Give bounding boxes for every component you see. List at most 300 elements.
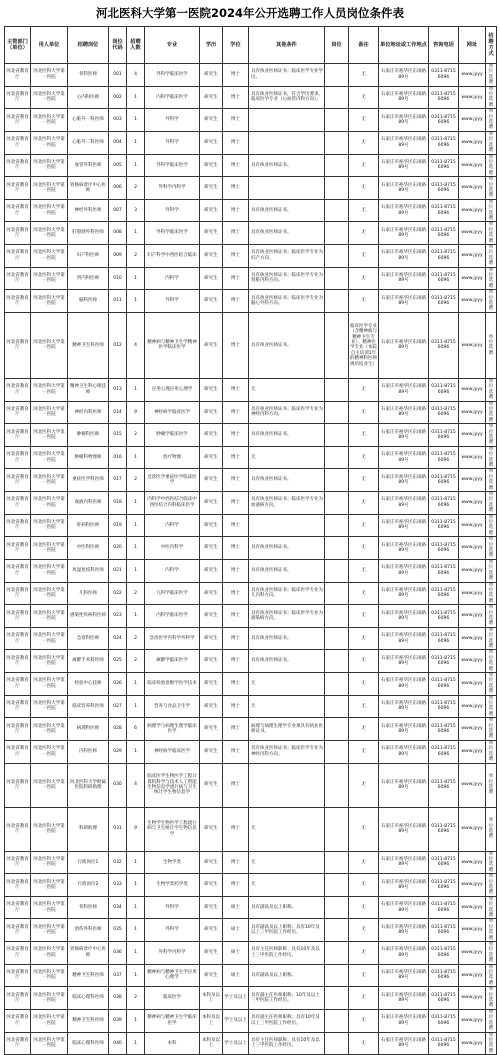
cell-phone: 0311-87156096 [429, 177, 459, 200]
cell-degree: 博士 [223, 537, 249, 560]
cell-degree: 硕士 [223, 896, 249, 919]
cell-phone: 0311-87156096 [429, 695, 459, 718]
cell-remarks: 无 [349, 469, 379, 492]
cell-position-code: 019 [109, 514, 127, 537]
cell-position: 临床心理科医师 [68, 1032, 109, 1055]
cell-recruit-method: 单位选聘 [486, 650, 497, 673]
cell-website: www.jyyy [459, 245, 486, 268]
cell-department: 河北省教育厅 [5, 987, 31, 1010]
cell-degree: 学士及以上 [223, 1032, 249, 1055]
cell-headcount: 1 [127, 378, 145, 401]
table-row [5, 807, 497, 851]
cell-post [325, 199, 349, 222]
cell-address: 石家庄市裕华区东岗路89号 [379, 154, 429, 177]
cell-remarks: 无 [349, 537, 379, 560]
cell-headcount: 1 [127, 1009, 145, 1032]
cell-phone: 0311-87156096 [429, 919, 459, 942]
cell-other-requirements: 无 [249, 807, 325, 851]
cell-address: 石家庄市裕华区东岗路89号 [379, 919, 429, 942]
cell-address: 石家庄市裕华区东岗路89号 [379, 627, 429, 650]
table-row [5, 740, 497, 763]
cell-major: 临床医学 [145, 987, 200, 1010]
cell-degree: 硕士 [223, 942, 249, 965]
cell-major: 病理学与病理生理学临床医学 [145, 718, 200, 741]
table-row [5, 851, 497, 874]
cell-phone: 0311-87156096 [429, 86, 459, 109]
cell-headcount: 2 [127, 650, 145, 673]
cell-other-requirements: 具有执业医师证书。 [249, 650, 325, 673]
cell-position: 精神卫生科医师 [68, 964, 109, 987]
cell-degree: 硕士 [223, 919, 249, 942]
table-row [5, 245, 497, 268]
cell-employer: 河北医科大学第一医院 [31, 177, 68, 200]
cell-degree: 博士 [223, 559, 249, 582]
table-row [5, 987, 497, 1010]
cell-address: 石家庄市裕华区东岗路89号 [379, 1032, 429, 1055]
cell-post [325, 582, 349, 605]
cell-employer: 河北医科大学第一医院 [31, 469, 68, 492]
cell-position-code: 005 [109, 154, 127, 177]
table-row [5, 131, 497, 154]
cell-department: 河北省教育厅 [5, 86, 31, 109]
cell-post [325, 537, 349, 560]
cell-phone: 0311-87156096 [429, 424, 459, 447]
cell-position-code: 008 [109, 222, 127, 245]
cell-post [325, 987, 349, 1010]
cell-post [325, 245, 349, 268]
cell-address: 石家庄市裕华区东岗路89号 [379, 199, 429, 222]
cell-recruit-method: 单位选聘 [486, 874, 497, 897]
cell-other-requirements [249, 131, 325, 154]
cell-website: www.jyyy [459, 605, 486, 628]
cell-major: 内科学临床医学 [145, 86, 200, 109]
page-title: 河北医科大学第一医院2024年公开选聘工作人员岗位条件表 [95, 6, 404, 20]
cell-position: 肝病科医师 [68, 514, 109, 537]
cell-website: www.jyyy [459, 267, 486, 290]
cell-degree: 博士 [223, 514, 249, 537]
cell-major: 内科学中西医结合临床中西医结合内科临床医学 [145, 492, 200, 515]
cell-position: 骨科医师 [68, 64, 109, 87]
cell-address: 石家庄市裕华区东岗路89号 [379, 740, 429, 763]
cell-headcount: 9 [127, 401, 145, 424]
cell-major: 麻醉学临床医学 [145, 650, 200, 673]
cell-department: 河北省教育厅 [5, 378, 31, 401]
column-header-major: 专业 [145, 27, 200, 64]
cell-headcount: 4 [127, 763, 145, 807]
cell-headcount: 9 [127, 807, 145, 851]
cell-education: 研究生 [200, 851, 223, 874]
cell-education: 研究生 [200, 86, 223, 109]
cell-education: 研究生 [200, 718, 223, 741]
cell-address: 石家庄市裕华区东岗路89号 [379, 290, 429, 313]
cell-remarks: 无 [349, 807, 379, 851]
cell-address: 石家庄市裕华区东岗路89号 [379, 492, 429, 515]
cell-position: 精神卫生科医师 [68, 1009, 109, 1032]
cell-education: 研究生 [200, 492, 223, 515]
cell-position-code: 038 [109, 987, 127, 1010]
table-row [5, 64, 497, 87]
cell-education: 研究生 [200, 290, 223, 313]
cell-recruit-method: 单位选聘 [486, 942, 497, 965]
cell-headcount: 1 [127, 964, 145, 987]
cell-major: 临床医学生物医学工程计算机科学与技术人工智能生物信息学流行病与卫生统计学生物信息学 [145, 763, 200, 807]
cell-other-requirements: 病理与病理生理学专业须具有执业医师证书。 [249, 718, 325, 741]
cell-position: 神经内科医师 [68, 401, 109, 424]
cell-address: 石家庄市裕华区东岗路89号 [379, 650, 429, 673]
table-row [5, 424, 497, 447]
cell-degree: 博士 [223, 245, 249, 268]
cell-headcount: 1 [127, 673, 145, 696]
cell-post [325, 424, 349, 447]
cell-other-requirements: 具有执业医师证书；临床医学专业为感染病方向。 [249, 605, 325, 628]
cell-other-requirements: 具有执业医师证书。 [249, 559, 325, 582]
cell-recruit-method: 单位选聘 [486, 896, 497, 919]
cell-post [325, 673, 349, 696]
cell-recruit-method: 单位选聘 [486, 424, 497, 447]
cell-headcount: 6 [127, 718, 145, 741]
column-header-degree: 学位 [223, 27, 249, 64]
cell-position: 麻醉手术科医师 [68, 650, 109, 673]
cell-remarks: 无 [349, 267, 379, 290]
cell-address: 石家庄市裕华区东岗路89号 [379, 673, 429, 696]
positions-table [4, 26, 497, 1055]
cell-phone: 0311-87156096 [429, 64, 459, 87]
cell-major: 生物学类 [145, 851, 200, 874]
cell-post [325, 874, 349, 897]
cell-other-requirements: 具有执业医师证书。 [249, 424, 325, 447]
cell-headcount: 4 [127, 312, 145, 378]
cell-department: 河北省教育厅 [5, 673, 31, 696]
cell-post [325, 964, 349, 987]
cell-position: 神经外科医师 [68, 199, 109, 222]
cell-major: 生物学类药学类 [145, 874, 200, 897]
cell-recruit-method: 单位选聘 [486, 964, 497, 987]
cell-education: 研究生 [200, 964, 223, 987]
column-header-address: 单位地址或工作地点 [379, 27, 429, 64]
cell-degree: 博士 [223, 131, 249, 154]
cell-major: 生物学生物医学工程流行病与卫生统计学生物信息学 [145, 807, 200, 851]
table-row [5, 582, 497, 605]
cell-post [325, 267, 349, 290]
cell-education: 研究生 [200, 537, 223, 560]
column-header-phone: 咨询电话 [429, 27, 459, 64]
table-row [5, 627, 497, 650]
cell-education: 研究生 [200, 740, 223, 763]
cell-recruit-method: 单位选聘 [486, 378, 497, 401]
cell-employer: 河北医科大学第一医院 [31, 740, 68, 763]
table-row [5, 605, 497, 628]
cell-headcount: 1 [127, 896, 145, 919]
cell-address: 石家庄市裕华区东岗路89号 [379, 245, 429, 268]
cell-position: 检验中心技师 [68, 673, 109, 696]
column-header-headcount: 招聘人数 [127, 27, 145, 64]
cell-position: 肿瘤科医师 [68, 424, 109, 447]
cell-post [325, 469, 349, 492]
cell-education: 研究生 [200, 942, 223, 965]
cell-position-code: 003 [109, 109, 127, 132]
cell-post [325, 1009, 349, 1032]
cell-department: 河北省教育厅 [5, 154, 31, 177]
cell-website: www.jyyy [459, 492, 486, 515]
cell-website: www.jyyy [459, 851, 486, 874]
cell-major: 儿科学临床医学 [145, 582, 200, 605]
cell-website: www.jyyy [459, 964, 486, 987]
cell-phone: 0311-87156096 [429, 290, 459, 313]
cell-address: 石家庄市裕华区东岗路89号 [379, 559, 429, 582]
cell-headcount: 1 [127, 537, 145, 560]
table-header-row [5, 27, 497, 64]
cell-headcount: 1 [127, 267, 145, 290]
cell-department: 河北省教育厅 [5, 64, 31, 87]
cell-remarks: 无 [349, 154, 379, 177]
cell-remarks: 无 [349, 131, 379, 154]
cell-other-requirements: 具有副高及以上职称；具有10年及以上三甲医院工作经历。 [249, 919, 325, 942]
cell-education: 研究生 [200, 874, 223, 897]
cell-website: www.jyyy [459, 807, 486, 851]
cell-position-code: 021 [109, 559, 127, 582]
cell-phone: 0311-87156096 [429, 851, 459, 874]
cell-employer: 河北医科大学第一医院 [31, 964, 68, 987]
cell-employer: 河北医科大学第一医院 [31, 401, 68, 424]
cell-remarks: 无 [349, 987, 379, 1010]
cell-phone: 0311-87156096 [429, 718, 459, 741]
cell-remarks: 无 [349, 874, 379, 897]
cell-headcount: 1 [127, 154, 145, 177]
cell-major: 营养与食品卫生学 [145, 695, 200, 718]
cell-degree: 博士 [223, 851, 249, 874]
cell-education: 本科及以上 [200, 1009, 223, 1032]
cell-headcount: 1 [127, 109, 145, 132]
cell-department: 河北省教育厅 [5, 245, 31, 268]
cell-other-requirements [249, 514, 325, 537]
cell-post [325, 851, 349, 874]
cell-headcount: 1 [127, 740, 145, 763]
cell-degree: 博士 [223, 154, 249, 177]
cell-education: 研究生 [200, 627, 223, 650]
cell-headcount: 2 [127, 424, 145, 447]
cell-department: 河北省教育厅 [5, 695, 31, 718]
cell-position: 精神卫生科心理技师 [68, 378, 109, 401]
cell-address: 石家庄市裕华区东岗路89号 [379, 896, 429, 919]
cell-position-code: 016 [109, 446, 127, 469]
cell-department: 河北省教育厅 [5, 446, 31, 469]
cell-employer: 河北医科大学第一医院 [31, 245, 68, 268]
cell-phone: 0311-87156096 [429, 582, 459, 605]
cell-employer: 河北医科大学第一医院 [31, 559, 68, 582]
cell-employer: 河北医科大学第一医院 [31, 378, 68, 401]
cell-education: 研究生 [200, 469, 223, 492]
cell-headcount: 1 [127, 222, 145, 245]
cell-degree: 学士及以上 [223, 1009, 249, 1032]
cell-post [325, 492, 349, 515]
cell-post [325, 401, 349, 424]
cell-recruit-method: 单位选聘 [486, 131, 497, 154]
cell-education: 研究生 [200, 154, 223, 177]
cell-major: 外科学 [145, 896, 200, 919]
cell-education: 研究生 [200, 424, 223, 447]
cell-department: 河北省教育厅 [5, 763, 31, 807]
cell-post [325, 605, 349, 628]
cell-recruit-method: 单位选聘 [486, 446, 497, 469]
cell-headcount: 1 [127, 514, 145, 537]
cell-degree: 博士 [223, 446, 249, 469]
cell-other-requirements: 具有执业医师证书；临床医学专业学历。 [249, 64, 325, 87]
cell-position-code: 025 [109, 650, 127, 673]
table-row [5, 695, 497, 718]
cell-remarks: 无 [349, 492, 379, 515]
cell-website: www.jyyy [459, 109, 486, 132]
cell-phone: 0311-87156096 [429, 245, 459, 268]
cell-other-requirements: 具有执业医师证书；临床医学专业为血液病方向。 [249, 492, 325, 515]
cell-degree: 博士 [223, 290, 249, 313]
cell-other-requirements: 无 [249, 695, 325, 718]
cell-phone: 0311-87156096 [429, 469, 459, 492]
cell-headcount: 2 [127, 469, 145, 492]
cell-address: 石家庄市裕华区东岗路89号 [379, 64, 429, 87]
cell-recruit-method: 单位选聘 [486, 86, 497, 109]
cell-remarks: 无 [349, 86, 379, 109]
cell-post [325, 695, 349, 718]
cell-recruit-method: 单位选聘 [486, 582, 497, 605]
cell-remarks: 临床医学专业（含精神病与精神卫生专业）、精神医学专业（本院自主培训1年的精神科医师规培结业生） [349, 312, 379, 378]
cell-major: 外科学临床医学 [145, 154, 200, 177]
cell-remarks: 无 [349, 177, 379, 200]
cell-address: 石家庄市裕华区东岗路89号 [379, 763, 429, 807]
cell-phone: 0311-87156096 [429, 874, 459, 897]
cell-post [325, 763, 349, 807]
table-row [5, 537, 497, 560]
cell-phone: 0311-87156096 [429, 673, 459, 696]
cell-headcount: 2 [127, 987, 145, 1010]
table-row [5, 177, 497, 200]
cell-education: 研究生 [200, 514, 223, 537]
cell-major: 外科学 [145, 919, 200, 942]
cell-headcount: 2 [127, 177, 145, 200]
cell-position-code: 002 [109, 86, 127, 109]
cell-education: 研究生 [200, 896, 223, 919]
cell-remarks: 无 [349, 64, 379, 87]
table-row [5, 86, 497, 109]
cell-post [325, 896, 349, 919]
cell-education: 研究生 [200, 695, 223, 718]
cell-address: 石家庄市裕华区东岗路89号 [379, 424, 429, 447]
cell-department: 河北省教育厅 [5, 492, 31, 515]
cell-education: 研究生 [200, 378, 223, 401]
cell-website: www.jyyy [459, 1009, 486, 1032]
cell-employer: 河北医科大学第一医院 [31, 627, 68, 650]
cell-address: 石家庄市裕华区东岗路89号 [379, 987, 429, 1010]
cell-major: 应用心理应用心理学 [145, 378, 200, 401]
cell-website: www.jyyy [459, 919, 486, 942]
cell-education: 研究生 [200, 199, 223, 222]
cell-degree: 博士 [223, 627, 249, 650]
cell-position-code: 001 [109, 64, 127, 87]
column-header-employer: 用人单位 [31, 27, 68, 64]
table-row [5, 1032, 497, 1055]
cell-remarks: 无 [349, 919, 379, 942]
cell-degree: 博士 [223, 740, 249, 763]
cell-website: www.jyyy [459, 177, 486, 200]
cell-position-code: 026 [109, 673, 127, 696]
cell-post [325, 64, 349, 87]
table-row [5, 650, 497, 673]
cell-remarks: 无 [349, 1032, 379, 1055]
cell-major: 外科学内科学 [145, 177, 200, 200]
cell-address: 石家庄市裕华区东岗路89号 [379, 109, 429, 132]
column-header-post: 岗位 [325, 27, 349, 64]
cell-major: 急诊医学重症医学临床医学 [145, 469, 200, 492]
cell-recruit-method: 单位选聘 [486, 469, 497, 492]
cell-address: 石家庄市裕华区东岗路89号 [379, 537, 429, 560]
cell-employer: 河北医科大学第一医院 [31, 763, 68, 807]
table-row [5, 673, 497, 696]
cell-address: 石家庄市裕华区东岗路89号 [379, 401, 429, 424]
cell-degree: 博士 [223, 267, 249, 290]
cell-remarks: 无 [349, 424, 379, 447]
cell-position-code: 004 [109, 131, 127, 154]
cell-degree: 博士 [223, 874, 249, 897]
cell-position: 骨科医师 [68, 896, 109, 919]
cell-post [325, 222, 349, 245]
cell-degree: 博士 [223, 763, 249, 807]
cell-headcount: 1 [127, 919, 145, 942]
cell-other-requirements [249, 763, 325, 807]
cell-other-requirements: 无 [249, 446, 325, 469]
cell-education: 本科及以上 [200, 987, 223, 1010]
cell-education: 本科及以上 [200, 1032, 223, 1055]
cell-headcount: 2 [127, 245, 145, 268]
cell-degree: 博士 [223, 109, 249, 132]
cell-position-code: 023 [109, 605, 127, 628]
cell-phone: 0311-87156096 [429, 1009, 459, 1032]
cell-department: 河北省教育厅 [5, 290, 31, 313]
cell-website: www.jyyy [459, 401, 486, 424]
cell-position-code: 022 [109, 582, 127, 605]
cell-position-code: 017 [109, 469, 127, 492]
table-row [5, 109, 497, 132]
cell-remarks: 无 [349, 245, 379, 268]
cell-recruit-method: 单位选聘 [486, 851, 497, 874]
cell-degree: 博士 [223, 469, 249, 492]
column-header-website: 网址 [459, 27, 486, 64]
cell-website: www.jyyy [459, 740, 486, 763]
cell-employer: 河北医科大学第一医院 [31, 942, 68, 965]
cell-remarks: 无 [349, 673, 379, 696]
cell-phone: 0311-87156096 [429, 222, 459, 245]
cell-remarks: 无 [349, 109, 379, 132]
cell-position-code: 015 [109, 424, 127, 447]
cell-employer: 河北医科大学第一医院 [31, 1009, 68, 1032]
cell-website: www.jyyy [459, 695, 486, 718]
cell-phone: 0311-87156096 [429, 605, 459, 628]
cell-phone: 0311-87156096 [429, 1032, 459, 1055]
cell-address: 石家庄市裕华区东岗路89号 [379, 312, 429, 378]
table-row [5, 378, 497, 401]
cell-position: 肿瘤科物理师 [68, 446, 109, 469]
cell-department: 河北省教育厅 [5, 537, 31, 560]
table-row [5, 964, 497, 987]
cell-degree: 博士 [223, 312, 249, 378]
cell-post [325, 290, 349, 313]
cell-degree: 博士 [223, 718, 249, 741]
cell-position-code: 034 [109, 896, 127, 919]
cell-other-requirements: 无 [249, 673, 325, 696]
cell-department: 河北省教育厅 [5, 109, 31, 132]
cell-education: 研究生 [200, 177, 223, 200]
cell-education: 研究生 [200, 245, 223, 268]
column-header-education: 学历 [200, 27, 223, 64]
cell-address: 石家庄市裕华区东岗路89号 [379, 446, 429, 469]
